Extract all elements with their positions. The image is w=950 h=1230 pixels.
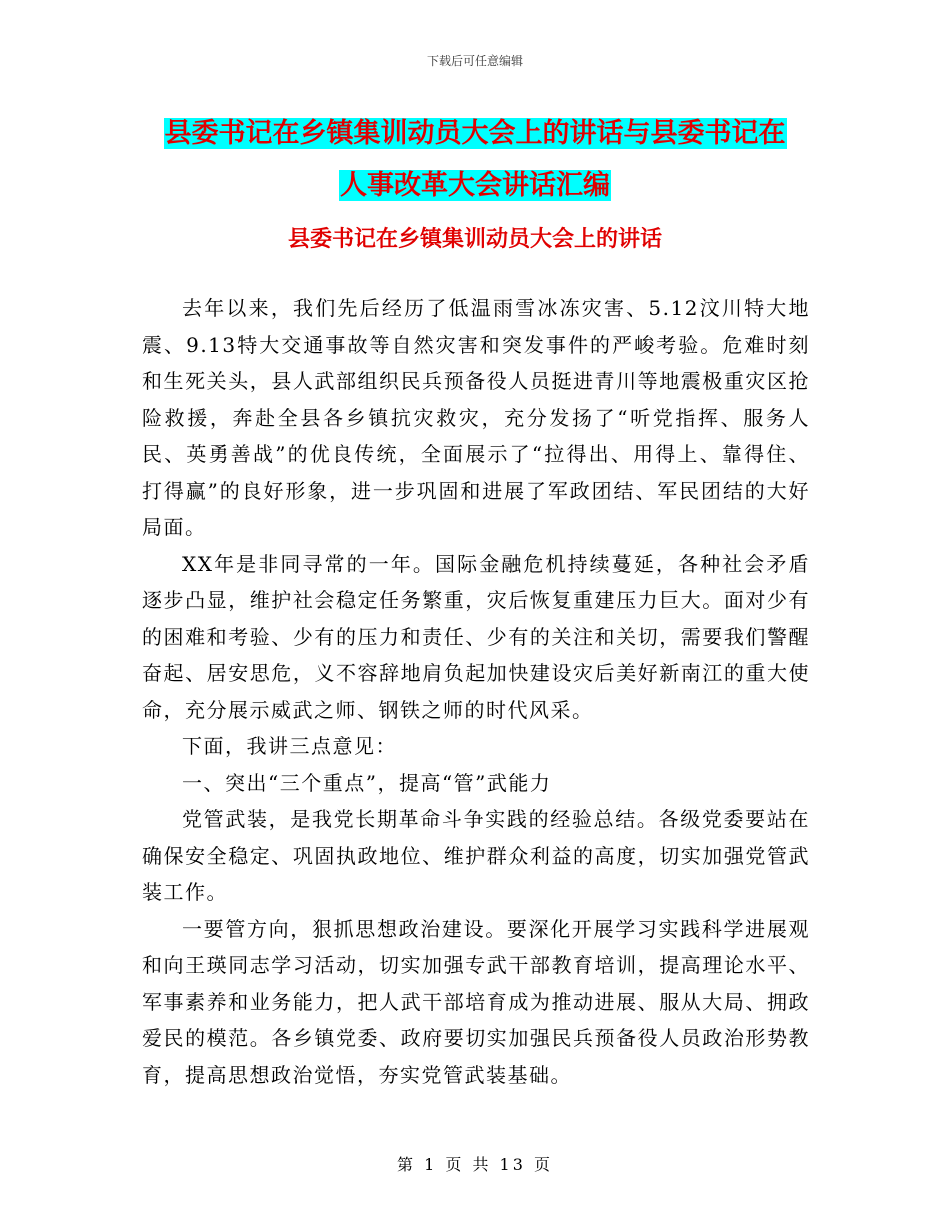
paragraph: 去年以来，我们先后经历了低温雨雪冰冻灾害、5.12汶川特大地震、9.13特大交通事故等自然灾害和突发事件的严峻考验。危难时刻和生死关头，县人武部组织民兵预备役人员挺进青川等地震极重灾区抢险救援，奔赴全县各乡镇抗灾救灾，充分发扬了“听党指挥、服务人民、英勇善战”的优良传统，全面展示了“拉得出、用得上、靠得住、打得赢”的良好形象，进一步巩固和进展了军政团结、军民团结的大好局面。: [142, 296, 810, 539]
paragraph: 下面，我讲三点意见：: [182, 734, 397, 758]
paragraph: 党管武装，是我党长期革命斗争实践的经验总结。各级党委要站在确保安全稳定、巩固执政地位、维护群众利益的高度，切实加强党管武装工作。: [142, 807, 810, 904]
body-content: [142, 290, 810, 1093]
section-title: 县委书记在乡镇集训动员大会上的讲话: [287, 227, 662, 252]
document-title-line-2: 人事改革大会讲话汇编: [340, 170, 610, 201]
document-title-line-1: 县委书记在乡镇集训动员大会上的讲话与县委书记在: [164, 118, 786, 149]
paragraph: 一要管方向，狠抓思想政治建设。要深化开展学习实践科学进展观和向王瑛同志学习活动，切实加强专武干部教育培训，提高理论水平、军事素养和业务能力，把人武干部培育成为推动进展、服从大局、拥政爱民的模范。各乡镇党委、政府要切实加强民兵预备役人员政治形势教育，提高思想政治觉悟，夯实党管武装基础。: [142, 916, 810, 1087]
paragraph: XX年是非同寻常的一年。国际金融危机持续蔓延，各种社会矛盾逐步凸显，维护社会稳定任务繁重，灾后恢复重建压力巨大。面对少有的困难和考验、少有的压力和责任、少有的关注和关切，需要我们警醒奋起、居安思危，义不容辞地肩负起加快建设灾后美好新南江的重大使命，充分展示威武之师、钢铁之师的时代风采。: [142, 551, 810, 722]
document-title: [0, 108, 950, 212]
paragraph: 一、突出“三个重点”，提高“管”武能力: [182, 770, 552, 795]
header-note: 下载后可任意编辑: [426, 54, 523, 68]
page-footer: 第 1 页 共 13 页: [397, 1155, 553, 1174]
